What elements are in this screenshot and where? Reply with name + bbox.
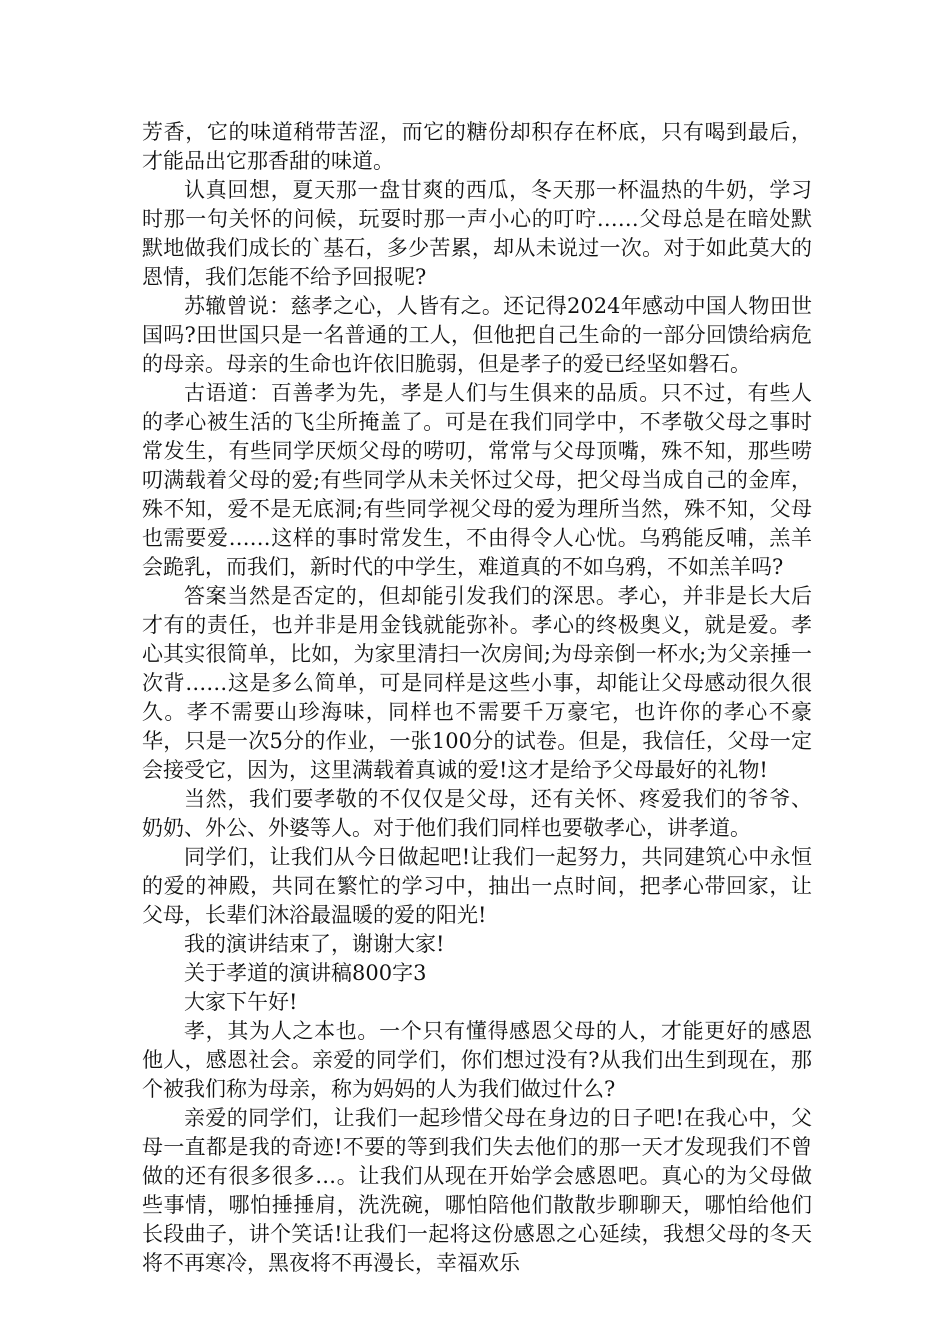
paragraph-proverb: 古语道：百善孝为先，孝是人们与生俱来的品质。只不过，有些人的孝心被生活的飞尘所掩盖了。可是在我们同学中，不孝敬父母之事时常发生，有些同学厌烦父母的唠叨，常常与父母顶嘴，殊不知，那些唠叨满载着父母的爱;有些同学从未关怀过父母，把父母当成自己的金库，殊不知，爱不是无底洞;有些同学视父母的爱为理所当然，殊不知，父母也需要爱……这样的事时常发生，不由得令人心忧。乌鸦能反哺，羔羊会跪乳，而我们，新时代的中学生，难道真的不如乌鸦，不如羔羊吗?: [142, 381, 812, 579]
paragraph-continuation: 芳香，它的味道稍带苦涩，而它的糖份却积存在杯底，只有喝到最后，才能品出它那香甜的味道。: [142, 120, 812, 173]
paragraph-answer: 答案当然是否定的，但却能引发我们的深思。孝心，并非是长大后才有的责任，也并非是用金钱就能弥补。孝心的终极奥义，就是爱。孝心其实很简单，比如，为家里清扫一次房间;为母亲倒一杯水;为父亲捶一次背……这是多么简单，可是同样是这些小事，却能让父母感动很久很久。孝不需要山珍海味，同样也不需要千万豪宅，也许你的孝心不豪华，只是一次5分的作业，一张100分的试卷。但是，我信任，父母一定会接受它，因为，这里满载着真诚的爱!这才是给予父母最好的礼物!: [142, 584, 812, 782]
paragraph-filial-piety: 孝，其为人之本也。一个只有懂得感恩父母的人，才能更好的感恩他人，感恩社会。亲爱的同学们，你们想过没有?从我们出生到现在，那个被我们称为母亲，称为妈妈的人为我们做过什么?: [142, 1019, 812, 1101]
section-heading: 关于孝道的演讲稿800字3: [184, 961, 427, 985]
paragraph-greeting: 大家下午好!: [184, 990, 298, 1014]
paragraph-cherish: 亲爱的同学们，让我们一起珍惜父母在身边的日子吧!在我心中，父母一直都是我的奇迹!不要的等到我们失去他们的那一天才发现我们不曾做的还有很多很多…。让我们从现在开始学会感恩吧。真心的为父母做些事情，哪怕捶捶肩，洗洗碗，哪怕陪他们散散步聊聊天，哪怕给他们长段曲子，讲个笑话!让我们一起将这份感恩之心延续，我想父母的冬天将不再寒冷，黑夜将不再漫长，幸福欢乐: [142, 1106, 812, 1275]
document-page: [142, 118, 812, 1278]
paragraph-grandparents: 当然，我们要孝敬的不仅仅是父母，还有关怀、疼爱我们的爷爷、奶奶、外公、外婆等人。对于他们我们同样也要敬孝心，讲孝道。: [142, 787, 812, 840]
paragraph-closing: 我的演讲结束了，谢谢大家!: [184, 932, 445, 956]
paragraph-su-zhe: 苏辙曾说：慈孝之心，人皆有之。还记得2024年感动中国人物田世国吗?田世国只是一名普通的工人，但他把自己生命的一部分回馈给病危的母亲。母亲的生命也许依旧脆弱，但是孝子的爱已经坚如磐石。: [142, 294, 812, 376]
paragraph-call-to-action: 同学们，让我们从今日做起吧!让我们一起努力，共同建筑心中永恒的爱的神殿，共同在繁忙的学习中，抽出一点时间，把孝心带回家，让父母，长辈们沐浴最温暖的爱的阳光!: [142, 845, 812, 927]
paragraph-recall: 认真回想，夏天那一盘甘爽的西瓜，冬天那一杯温热的牛奶，学习时那一句关怀的问候，玩耍时那一声小心的叮咛……父母总是在暗处默默地做我们成长的`基石，多少苦累，却从未说过一次。对于如此莫大的恩情，我们怎能不给予回报呢?: [142, 178, 812, 289]
